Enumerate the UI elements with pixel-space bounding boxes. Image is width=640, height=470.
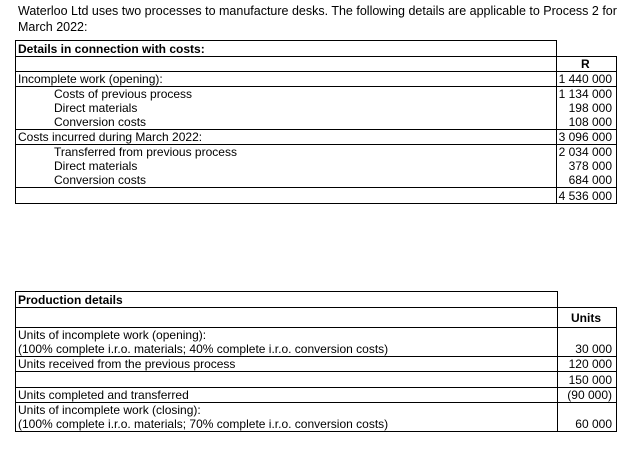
cost-row-label: Direct materials bbox=[16, 159, 557, 173]
cost-row-label: Conversion costs bbox=[16, 115, 557, 130]
costs-heading: Details in connection with costs: bbox=[16, 41, 557, 57]
cost-row-label bbox=[16, 188, 557, 204]
cost-row-value: 1 134 000 bbox=[556, 87, 616, 102]
production-row-value: 150 000 bbox=[558, 372, 617, 388]
production-row-label: Units received from the previous process bbox=[16, 357, 558, 372]
cost-row-value: 108 000 bbox=[556, 115, 616, 130]
production-row-value: (90 000) bbox=[558, 388, 617, 403]
cost-row-value: 378 000 bbox=[556, 159, 616, 173]
costs-table bbox=[15, 40, 617, 204]
production-row-label: Units completed and transferred bbox=[16, 388, 558, 403]
intro-paragraph bbox=[18, 3, 618, 35]
cost-row-label: Transferred from previous process bbox=[16, 145, 557, 160]
cost-row-value: 3 096 000 bbox=[556, 130, 616, 145]
production-row-value: 60 000 bbox=[558, 417, 617, 432]
production-row-value: 30 000 bbox=[558, 342, 617, 357]
cost-row-label: Incomplete work (opening): bbox=[16, 72, 557, 87]
production-row-value: 120 000 bbox=[558, 357, 617, 372]
cost-row-value: 198 000 bbox=[556, 101, 616, 115]
production-table bbox=[15, 291, 617, 432]
cost-row-value: 2 034 000 bbox=[556, 145, 616, 160]
cost-row-label: Costs incurred during March 2022: bbox=[16, 130, 557, 145]
production-row-label: (100% complete i.r.o. materials; 40% complete i.r.o. conversion costs) bbox=[16, 342, 558, 357]
cost-row-value: 1 440 000 bbox=[556, 72, 616, 87]
currency-header: R bbox=[556, 57, 616, 72]
cost-row-label: Costs of previous process bbox=[16, 87, 557, 102]
production-row-label: Units of incomplete work (closing): bbox=[16, 403, 558, 418]
production-row-label bbox=[16, 372, 558, 388]
production-heading: Production details bbox=[16, 292, 558, 308]
cost-row-label: Conversion costs bbox=[16, 173, 557, 188]
production-row-label: (100% complete i.r.o. materials; 70% complete i.r.o. conversion costs) bbox=[16, 417, 558, 432]
intro-line-1: Waterloo Ltd uses two processes to manufacture desks. The following details are applicable to Process 2 for bbox=[18, 4, 617, 18]
production-row-label: Units of incomplete work (opening): bbox=[16, 328, 558, 343]
cost-row-label: Direct materials bbox=[16, 101, 557, 115]
units-header: Units bbox=[558, 308, 617, 328]
cost-total-value: 4 536 000 bbox=[556, 188, 616, 204]
cost-row-value: 684 000 bbox=[556, 173, 616, 188]
intro-line-2: March 2022: bbox=[18, 20, 88, 34]
